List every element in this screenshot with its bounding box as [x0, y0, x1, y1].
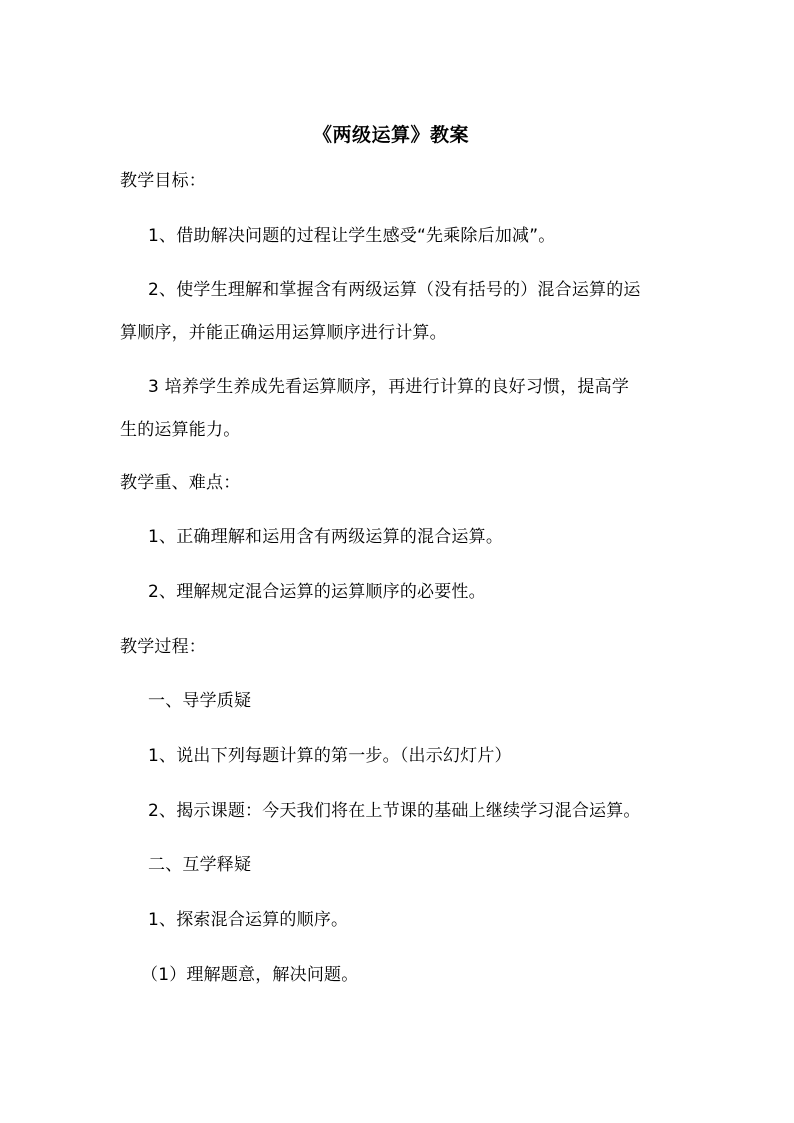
page-title: 《两级运算》教案: [313, 124, 470, 146]
objective-2-line-2: 算顺序，并能正确运用运算顺序进行计算。: [120, 323, 447, 343]
key-point-2: 2、理解规定混合运算的运算顺序的必要性。: [148, 582, 486, 602]
part-2-item-1: 1、探索混合运算的顺序。: [148, 910, 349, 930]
process-heading: 教学过程：: [120, 637, 206, 657]
objective-3-line-2: 生的运算能力。: [120, 420, 241, 440]
objectives-heading: 教学目标：: [120, 171, 206, 191]
key-point-1: 1、正确理解和运用含有两级运算的混合运算。: [148, 527, 504, 547]
part-2-item-1-sub: （1）理解题意，解决问题。: [141, 965, 359, 985]
part-2-heading: 二、互学释疑: [148, 855, 252, 875]
part-1-item-1: 1、说出下列每题计算的第一步。（出示幻灯片）: [148, 746, 512, 766]
objective-3-line-1: 3 培养学生养成先看运算顺序，再进行计算的良好习惯，提高学: [148, 377, 630, 397]
objective-1: 1、借助解决问题的过程让学生感受“先乘除后加减”。: [148, 226, 556, 246]
key-points-heading: 教学重、难点：: [120, 473, 241, 493]
part-1-item-2: 2、揭示课题：今天我们将在上节课的基础上继续学习混合运算。: [148, 801, 641, 821]
part-1-heading: 一、导学质疑: [148, 691, 252, 711]
objective-2-line-1: 2、使学生理解和掌握含有两级运算（没有括号的）混合运算的运: [148, 280, 641, 300]
